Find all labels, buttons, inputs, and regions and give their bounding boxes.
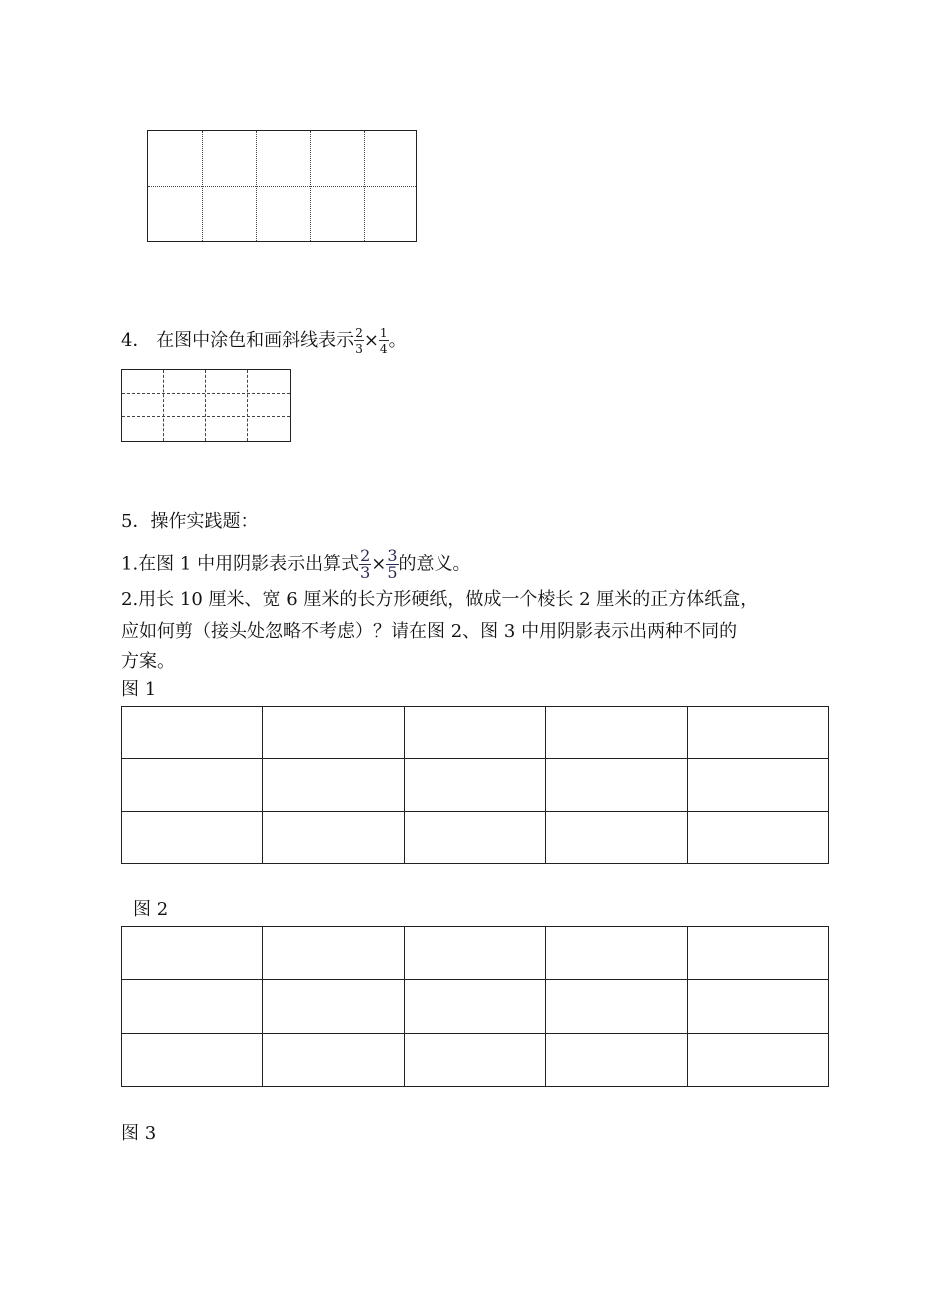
fraction-2-3: $\frac{2}{3}$: [355, 326, 363, 356]
grid-cell: [122, 707, 263, 759]
grid-line: [122, 416, 290, 417]
grid-cell: [122, 759, 263, 811]
fraction-2-3: $\frac{2}{3}$: [360, 546, 371, 582]
grid-cell: [546, 1033, 687, 1086]
question-5-item-2-line-1: 2.用长 10 厘米、宽 6 厘米的长方形硬纸，做成一个棱长 2 厘米的正方体纸盒，: [121, 589, 759, 610]
grid-line: [247, 370, 248, 441]
table-row: [122, 980, 829, 1033]
table-row: [122, 759, 829, 811]
grid-cell: [546, 980, 687, 1033]
grid-cell: [546, 811, 687, 863]
grid-cell: [404, 707, 545, 759]
grid-cell: [122, 811, 263, 863]
grid-cell: [687, 759, 828, 811]
figure-2-grid: [121, 926, 829, 1087]
question-5-item-2-line-3: 方案。: [121, 651, 175, 672]
grid-line: [163, 370, 164, 441]
grid-line: [122, 393, 290, 394]
grid-cell: [263, 1033, 404, 1086]
question-4-text: 在图中涂色和画斜线表示: [156, 330, 355, 351]
grid-3x4-figure: [121, 369, 291, 442]
grid-cell: [546, 927, 687, 980]
fraction-3-5: $\frac{3}{5}$: [387, 546, 398, 582]
item-1-suffix: 的意义。: [398, 553, 471, 575]
grid-cell: [687, 707, 828, 759]
figure-1-label: 图 1: [121, 679, 157, 700]
grid-cell: [122, 980, 263, 1033]
table-row: [122, 811, 829, 863]
grid-cell: [404, 759, 545, 811]
grid-cell: [263, 927, 404, 980]
grid-cell: [546, 759, 687, 811]
grid-cell: [687, 927, 828, 980]
question-4-number: 4．: [121, 330, 151, 351]
question-4-end: 。: [388, 330, 407, 351]
table-row: [122, 927, 829, 980]
grid-cell: [263, 707, 404, 759]
grid-2x5-figure: [147, 130, 417, 242]
times-sign: ×: [363, 330, 379, 351]
grid-line: [205, 370, 206, 441]
grid-cell: [404, 927, 545, 980]
figure-1-grid: [121, 706, 829, 864]
fraction-1-4: $\frac{1}{4}$: [379, 326, 388, 356]
question-5-item-1: [121, 548, 471, 581]
grid-cell: [404, 811, 545, 863]
figure-3-label: 图 3: [121, 1123, 157, 1144]
item-1-prefix: 1.在图 1 中用阴影表示出算式: [121, 553, 360, 575]
question-4: [121, 327, 407, 355]
grid-cell: [263, 759, 404, 811]
grid-cell: [687, 811, 828, 863]
table-row: [122, 1033, 829, 1086]
times-sign: ×: [371, 553, 387, 575]
grid-line: [148, 186, 416, 187]
grid-cell: [546, 707, 687, 759]
table-row: [122, 707, 829, 759]
grid-cell: [404, 1033, 545, 1086]
grid-cell: [263, 980, 404, 1033]
figure-2-label: 图 2: [133, 899, 169, 920]
grid-cell: [404, 980, 545, 1033]
question-5-heading: 5．操作实践题：: [121, 511, 259, 532]
grid-cell: [263, 811, 404, 863]
grid-cell: [122, 927, 263, 980]
grid-cell: [122, 1033, 263, 1086]
grid-cell: [687, 1033, 828, 1086]
grid-cell: [687, 980, 828, 1033]
question-5-item-2-line-2: 应如何剪（接头处忽略不考虑）？请在图 2、图 3 中用阴影表示出两种不同的: [121, 621, 738, 642]
